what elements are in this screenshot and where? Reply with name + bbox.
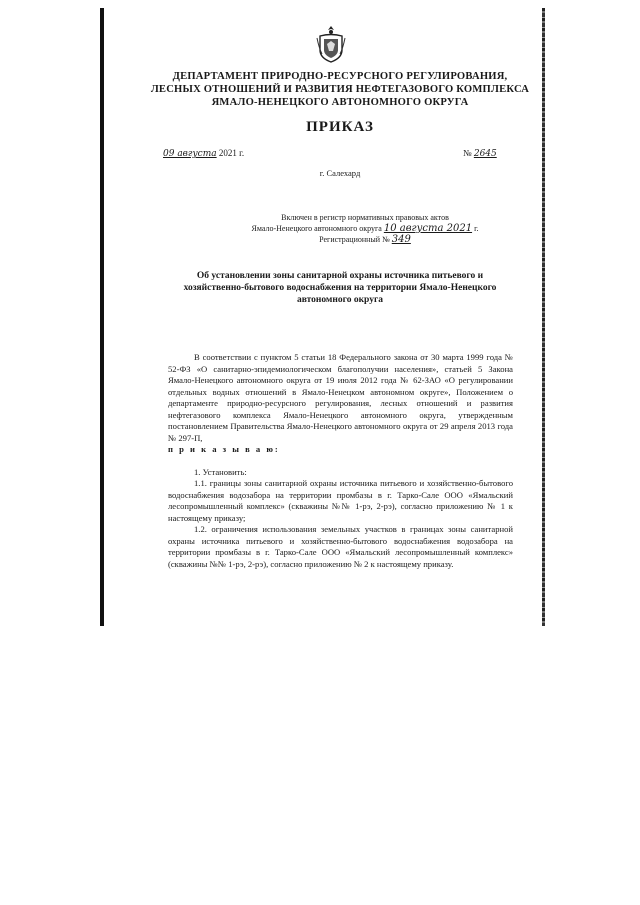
registry-line-2: Ямало-Ненецкого автономного округа 10 августа 2021 г. [251, 223, 479, 234]
item-1: 1. Установить: [194, 466, 247, 477]
item-1-1: 1.1. границы зоны санитарной охраны источника питьевого и хозяйственно-бытового водоснабжения водозабора на территории промбазы в г. Тарко-Сале ООО «Ямальский лесопромышленный комплекс» (скважины №№ 1-рэ, 2-рэ), согласно приложению № 1 к настоящему приказу; [168, 478, 513, 523]
preamble: В соответствии с пунктом 5 статьи 18 Федерального закона от 30 марта 1999 года № 52-ФЗ «О санитарно-эпидемиологическом благополучии населения», статьей 5 Закона Ямало-Ненецкого автономного округа от 19 июля 2012 года № 62-ЗАО «О регулировании отдельных водных отношений в Ямало-Ненецком автономном округе», Положением о департаменте природно-ресурсного регулирования, лесных отношений и развития нефтегазового комплекса Ямало-Ненецкого автономного округа, утвержденным постановлением Правительства Ямало-Ненецкого автономного округа от 29 апреля 2013 года № 297-П, [168, 352, 513, 443]
coat-of-arms-icon [316, 24, 346, 64]
department-line-2: ЛЕСНЫХ ОТНОШЕНИЙ И РАЗВИТИЯ НЕФТЕГАЗОВОГО КОМПЛЕКСА [150, 84, 530, 95]
order-date [163, 148, 244, 159]
item-1-2: 1.2. ограничения использования земельных участков в границах зоны санитарной охраны источника питьевого и хозяйственно-бытового водоснабжения водозабора на территории промбазы в г. Тарко-Сале ООО «Ямальский лесопромышленный комплекс» (скважины №№ 1-рэ, 2-рэ), согласно приложению № 2 к настоящему приказу. [168, 524, 513, 569]
order-title: ПРИКАЗ [306, 119, 374, 135]
department-line-1: ДЕПАРТАМЕНТ ПРИРОДНО-РЕСУРСНОГО РЕГУЛИРОВАНИЯ, [172, 71, 508, 82]
registry-stamp [220, 212, 510, 245]
city: г. Салехард [319, 168, 361, 178]
registry-number-handwritten: 349 [391, 234, 411, 245]
department-header [140, 70, 540, 109]
order-date-handwritten: 09 августа [163, 149, 217, 159]
order-number-handwritten: 2645 [473, 149, 497, 159]
department-line-3: ЯМАЛО-НЕНЕЦКОГО АВТОНОМНОГО ОКРУГА [211, 97, 469, 108]
scan-border-left [100, 8, 104, 626]
order-date-year: 2021 г. [216, 148, 245, 158]
registry-line-3: Регистрационный № 349 [319, 234, 411, 245]
order-number-prefix: № [463, 148, 474, 158]
order-subject: Об установлении зоны санитарной охраны источника питьевого и хозяйственно-бытового водоснабжения на территории Ямало-Ненецкого автономного округа [183, 271, 497, 305]
order-word: п р и к а з ы в а ю: [168, 444, 280, 454]
order-number [463, 148, 497, 159]
registry-line-1: Включен в регистр нормативных правовых актов [281, 213, 449, 222]
order-body [168, 352, 513, 570]
scan-border-right [542, 8, 545, 626]
registry-date-handwritten: 10 августа 2021 [383, 223, 473, 234]
